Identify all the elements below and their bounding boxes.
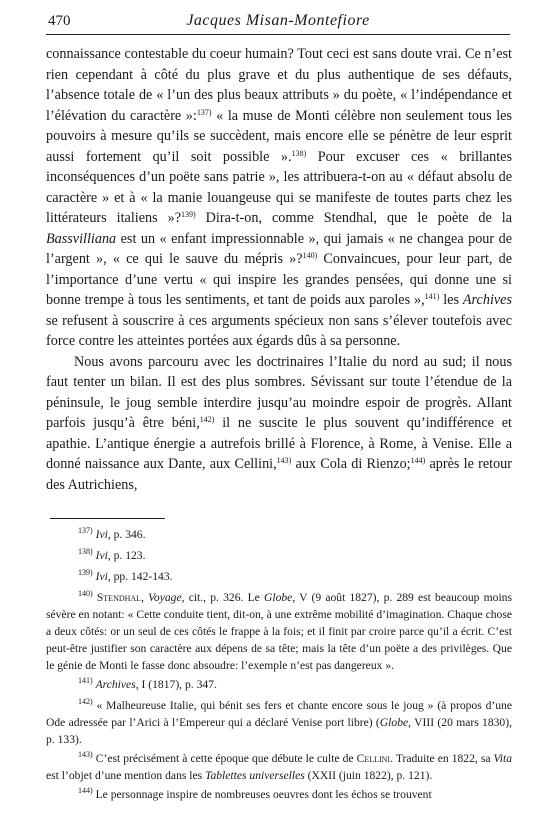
running-title: Jacques Misan-Montefiore: [186, 12, 370, 29]
footnote-ref-144[interactable]: 144): [410, 456, 426, 465]
footnote-144: $^{144)}$ Le personnage inspire de nombreuses oeuvres dont les échos se trouvent: [78, 786, 432, 801]
footnote-139: $^{139)}$ Ivi, pp. 142-143.: [78, 568, 173, 583]
main-text: [46, 44, 512, 495]
footnote-ref-143[interactable]: 143): [276, 456, 292, 465]
footnote-137: $^{137)}$ Ivi, p. 346.: [78, 526, 146, 541]
footnote-separator: [50, 518, 165, 519]
footnotes: [46, 526, 512, 805]
footnote-138: $^{138)}$ Ivi, p. 123.: [78, 547, 146, 562]
footnote-ref-139[interactable]: 139): [181, 210, 196, 219]
footnote-142: $^{142)}$ « Malheureuse Italie, qui bénit ses fers et chante encore sous le joug » (à propos d’une Ode adressée par l’Arici à l’Empereur qui a déclaré Venise port libre) (Globe, VIII (20 mars 1830), p. 133).: [46, 697, 512, 746]
paragraph-2: Nous avons parcouru avec les doctrinaires l’Italie du nord au sud; il nous faut tenter un bilan. Il est des plus sombres. Sévissant sur toute l’étendue de la péninsule, le joug semble interdire jusqu’au moindre espoir de progrès. Allant parfois jusqu’à être béni,$^{142)}$ il ne suscite le plus souvent qu’indifférence et apathie. L’antique énergie a autrefois brillé à Florence, à Rome, à Venise. Elle a donné naissance aux Dante, aux Cellini,$^{143)}$ aux Cola di Rienzo;$^{144)}$ après le retour des Autrichiens,: [46, 353, 512, 493]
footnote-140: $^{140)}$ Stendhal, Voyage, cit., p. 326. Le Globe, V (9 août 1827), p. 289 est beaucoup moins sévère en notant: « Cette conduite tient, dit-on, à une extrême mobilité d’imagination. Chaque chose a deux côtés: or un seul de ces côtés le frappe à la fois; et il finit par croire parce qu’il a écrit. C’est peut-être justifier son caractère aux dépens de sa tête; mais la tête d’un poëte a des privilèges. Que le génie de Monti le fasse donc absoudre: l’exemple n’est pas dangereux ».: [46, 589, 512, 672]
footnote-143: $^{143)}$ C’est précisément à cette époque que débute le culte de Cellini. Traduite en 1822, sa Vita est l’objet d’une mention dans les Tablettes universelles (XXII (juin 1822), p. 121).: [46, 750, 512, 782]
paragraph-1: connaissance contestable du coeur humain? Tout ceci est sans doute vrai. Ce n’est rien cependant à côté du plus grave et du plus authentique de ses défauts, l’absence totale de « l’un des plus beaux attributs » du poète, « l’indépendance et l’élévation du caractère »:$^{137)}$ « la muse de Monti célèbre non seulement tous les pouvoirs à mesure qu’ils se succèdent, mais encore elle se pénètre de leur esprit aussi fortement qu’il soit possible ».$^{138)}$ Pour excuser ces « brillantes inconséquences d’un poëte sans patrie », les attribuera-t-on au « défaut absolu de caractère » et à « la manie louangeuse qui se manifeste de toutes parts chez les littérateurs italiens »?$^{139)}$ Dira-t-on, comme Stendhal, que le poète de la Bassvilliana est un « enfant impressionnable », qui jamais « ne changea pour de l’argent », « ce qui le sauve du mépris »?$^{140)}$ Convaincues, pour leur part, de l’importance d’une vertu « qui inspire les grandes pensées, qui donne une si bonne trempe à tous les sentiments, et tant de poids aux paroles »,$^{141)}$ les Archives se refusent à souscrire à ces arguments spécieux non sans s’élever toutefois avec force contre les atteintes portées aux égards dûs à sa personne.: [46, 46, 512, 349]
footnote-ref-138[interactable]: 138): [291, 148, 307, 158]
journal-title: Archives: [462, 292, 512, 308]
running-header: [46, 12, 510, 35]
footnote-ref-142[interactable]: 142): [199, 415, 215, 424]
page-number: 470: [48, 13, 71, 29]
footnote-ref-141[interactable]: 141): [424, 292, 440, 301]
footnote-ref-140[interactable]: 140): [302, 251, 318, 260]
footnote-141: $^{141)}$ Archives, I (1817), p. 347.: [78, 676, 217, 691]
footnote-ref-137[interactable]: 137): [196, 107, 212, 117]
work-title: Bassvilliana: [46, 230, 117, 247]
